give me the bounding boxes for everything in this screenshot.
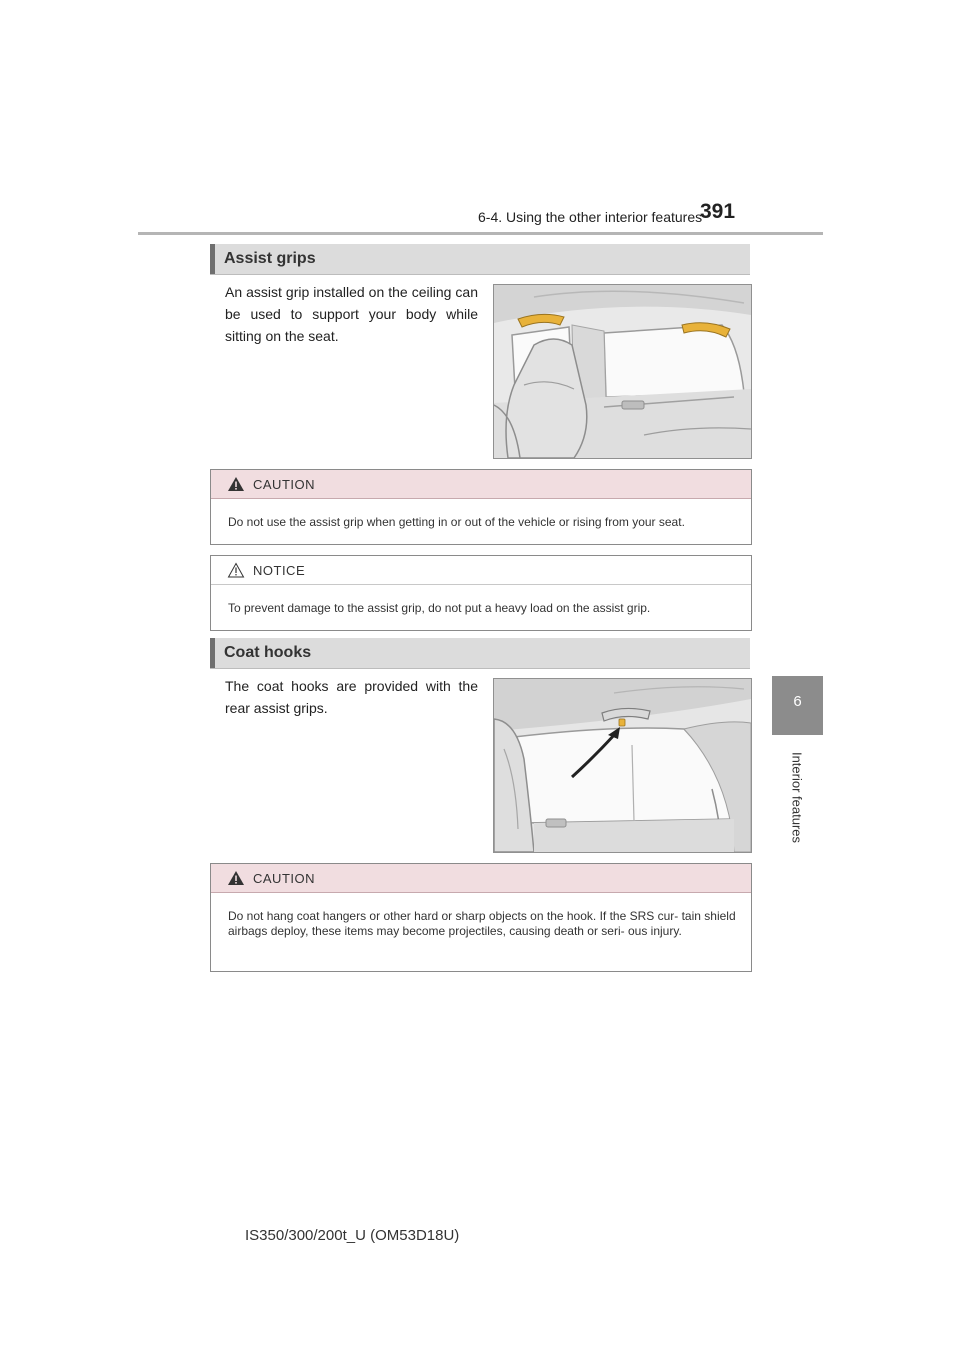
chapter-label: Interior features <box>789 751 805 844</box>
header-divider <box>138 232 823 235</box>
notice-header <box>211 556 751 585</box>
notice-text: To prevent damage to the assist grip, do not put a heavy load on the assist grip. <box>228 601 651 615</box>
page-number: 391 <box>700 200 736 223</box>
section-heading-text: Assist grips <box>224 250 316 267</box>
caution-header <box>211 470 751 499</box>
assist-grips-illustration <box>493 284 752 459</box>
caution-label: CAUTION <box>253 477 315 492</box>
running-header-section-title: 6-4. Using the other interior features <box>478 209 703 225</box>
coat-hooks-illustration <box>493 678 752 853</box>
notice-label: NOTICE <box>253 563 306 578</box>
section-heading-text: Coat hooks <box>224 644 312 661</box>
heading-accent-bar <box>210 244 215 274</box>
chapter-number: 6 <box>793 693 802 710</box>
caution-box-assist-grips <box>210 469 752 545</box>
manual-model-code: IS350/300/200t_U (OM53D18U) <box>245 1227 460 1244</box>
heading-accent-bar <box>210 638 215 668</box>
caution-header <box>211 864 751 893</box>
warning-triangle-icon <box>227 870 245 886</box>
section-heading-coat-hooks <box>210 638 750 669</box>
caution-label: CAUTION <box>253 871 315 886</box>
warning-triangle-icon <box>227 476 245 492</box>
warning-triangle-outline-icon <box>227 562 245 578</box>
caution-box-coat-hooks <box>210 863 752 972</box>
coat-hooks-description: The coat hooks are provided with the rear assist grips. <box>225 678 478 716</box>
caution-text: Do not use the assist grip when getting in or out of the vehicle or rising from your seat. <box>228 515 685 529</box>
section-heading-assist-grips <box>210 244 750 275</box>
caution-text: Do not hang coat hangers or other hard or sharp objects on the hook. If the SRS cur- tain shield airbags deploy, these items may become projectiles, causing death or seri- ous injury. <box>228 909 736 938</box>
chapter-tab <box>772 676 823 735</box>
assist-grips-description: An assist grip installed on the ceiling can be used to support your body while sitting on the seat. <box>225 284 478 344</box>
notice-box-assist-grips <box>210 555 752 631</box>
